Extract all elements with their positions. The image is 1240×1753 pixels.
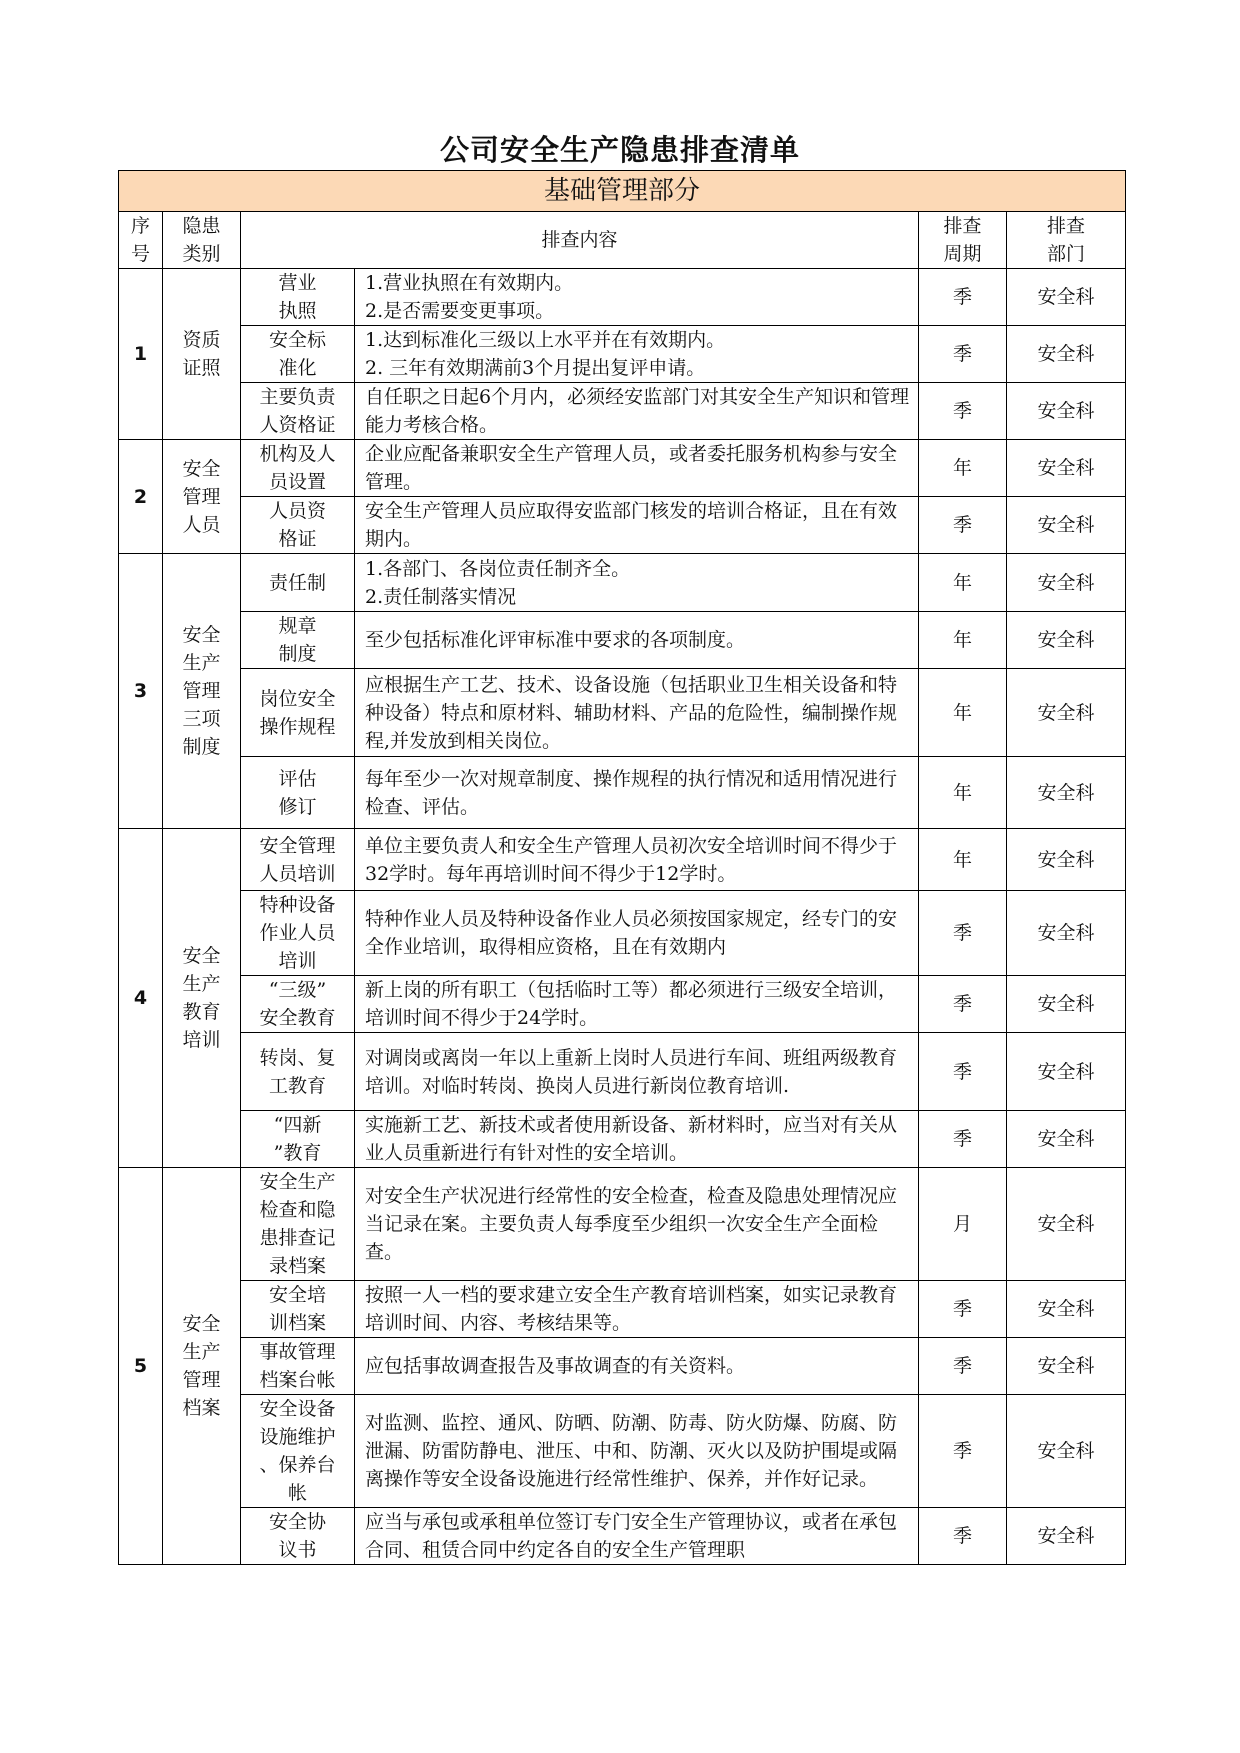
check-period: 季 <box>919 1281 1007 1338</box>
check-content: 企业应配备兼职安全生产管理人员，或者委托服务机构参与安全管理。 <box>355 440 919 497</box>
check-period: 年 <box>919 440 1007 497</box>
check-period: 季 <box>919 383 1007 440</box>
check-period: 季 <box>919 1395 1007 1508</box>
check-period: 月 <box>919 1168 1007 1281</box>
check-department: 安全科 <box>1007 1168 1126 1281</box>
check-department: 安全科 <box>1007 1338 1126 1395</box>
check-item: 安全标 准化 <box>241 326 355 383</box>
hazard-category: 安全 生产 教育 培训 <box>163 829 241 1168</box>
check-period: 季 <box>919 497 1007 554</box>
table-row <box>119 1338 1126 1395</box>
check-item: 营业 执照 <box>241 269 355 326</box>
check-period: 季 <box>919 1338 1007 1395</box>
check-item: 安全培 训档案 <box>241 1281 355 1338</box>
check-item: 特种设备 作业人员 培训 <box>241 891 355 976</box>
check-item: 责任制 <box>241 554 355 612</box>
check-department: 安全科 <box>1007 976 1126 1033</box>
table-row <box>119 1033 1126 1111</box>
check-department: 安全科 <box>1007 1395 1126 1508</box>
check-department: 安全科 <box>1007 1033 1126 1111</box>
check-department: 安全科 <box>1007 440 1126 497</box>
check-content: 单位主要负责人和安全生产管理人员初次安全培训时间不得少于32学时。每年再培训时间不得少于12学时。 <box>355 829 919 891</box>
hazard-category: 资质 证照 <box>163 269 241 440</box>
check-content: 实施新工艺、新技术或者使用新设备、新材料时，应当对有关从业人员重新进行有针对性的安全培训。 <box>355 1111 919 1168</box>
check-period: 年 <box>919 669 1007 757</box>
table-row <box>119 1281 1126 1338</box>
check-department: 安全科 <box>1007 612 1126 669</box>
page-title: 公司安全生产隐患排查清单 <box>439 133 800 167</box>
check-item: 安全协 议书 <box>241 1508 355 1565</box>
check-item: 评估 修订 <box>241 757 355 829</box>
hazard-category: 安全 生产 管理 档案 <box>163 1168 241 1565</box>
header-dept: 排查 部门 <box>1007 212 1126 269</box>
check-department: 安全科 <box>1007 829 1126 891</box>
header-period: 排查 周期 <box>919 212 1007 269</box>
check-item: 安全生产 检查和隐 患排查记 录档案 <box>241 1168 355 1281</box>
check-department: 安全科 <box>1007 269 1126 326</box>
check-period: 季 <box>919 976 1007 1033</box>
check-item: 事故管理 档案台帐 <box>241 1338 355 1395</box>
hazard-category: 安全 生产 管理 三项 制度 <box>163 554 241 829</box>
check-department: 安全科 <box>1007 497 1126 554</box>
table-row <box>119 497 1126 554</box>
check-item: 岗位安全 操作规程 <box>241 669 355 757</box>
check-department: 安全科 <box>1007 1508 1126 1565</box>
check-content: 应根据生产工艺、技术、设备设施（包括职业卫生相关设备和特种设备）特点和原材料、辅助材料、产品的危险性，编制操作规程,并发放到相关岗位。 <box>355 669 919 757</box>
check-item: 规章 制度 <box>241 612 355 669</box>
check-department: 安全科 <box>1007 383 1126 440</box>
table-row <box>119 669 1126 757</box>
check-content: 每年至少一次对规章制度、操作规程的执行情况和适用情况进行检查、评估。 <box>355 757 919 829</box>
check-item: 人员资 格证 <box>241 497 355 554</box>
check-period: 年 <box>919 612 1007 669</box>
row-number: 4 <box>119 829 163 1168</box>
check-period: 年 <box>919 554 1007 612</box>
check-content: 按照一人一档的要求建立安全生产教育培训档案，如实记录教育培训时间、内容、考核结果等。 <box>355 1281 919 1338</box>
check-period: 季 <box>919 891 1007 976</box>
check-content: 应包括事故调查报告及事故调查的有关资料。 <box>355 1338 919 1395</box>
check-content: 1.各部门、各岗位责任制齐全。 2.责任制落实情况 <box>355 554 919 612</box>
row-number: 1 <box>119 269 163 440</box>
check-content: 新上岗的所有职工（包括临时工等）都必须进行三级安全培训，培训时间不得少于24学时。 <box>355 976 919 1033</box>
section-row <box>119 171 1126 212</box>
table-row <box>119 1508 1126 1565</box>
check-period: 季 <box>919 1111 1007 1168</box>
header-category: 隐患 类别 <box>163 212 241 269</box>
row-number: 5 <box>119 1168 163 1565</box>
table-row <box>119 1395 1126 1508</box>
check-department: 安全科 <box>1007 326 1126 383</box>
table-row <box>119 326 1126 383</box>
table-row <box>119 554 1126 612</box>
table-row <box>119 829 1126 891</box>
check-content: 1.达到标准化三级以上水平并在有效期内。 2. 三年有效期满前3个月提出复评申请。 <box>355 326 919 383</box>
table-row <box>119 1111 1126 1168</box>
check-department: 安全科 <box>1007 891 1126 976</box>
check-department: 安全科 <box>1007 554 1126 612</box>
check-item: 机构及人 员设置 <box>241 440 355 497</box>
header-row <box>119 212 1126 269</box>
check-item: 安全管理 人员培训 <box>241 829 355 891</box>
check-department: 安全科 <box>1007 1281 1126 1338</box>
table-row <box>119 891 1126 976</box>
check-period: 季 <box>919 269 1007 326</box>
table-row <box>119 1168 1126 1281</box>
check-content: 至少包括标准化评审标准中要求的各项制度。 <box>355 612 919 669</box>
check-department: 安全科 <box>1007 757 1126 829</box>
check-content: 对安全生产状况进行经常性的安全检查，检查及隐患处理情况应当记录在案。主要负责人每季度至少组织一次安全生产全面检查。 <box>355 1168 919 1281</box>
row-number: 2 <box>119 440 163 554</box>
check-content: 自任职之日起6个月内，必须经安监部门对其安全生产知识和管理能力考核合格。 <box>355 383 919 440</box>
check-period: 年 <box>919 757 1007 829</box>
check-period: 年 <box>919 829 1007 891</box>
check-content: 特种作业人员及特种设备作业人员必须按国家规定，经专门的安全作业培训，取得相应资格，且在有效期内 <box>355 891 919 976</box>
check-period: 季 <box>919 326 1007 383</box>
check-item: 转岗、复 工教育 <box>241 1033 355 1111</box>
table-row <box>119 383 1126 440</box>
check-period: 季 <box>919 1508 1007 1565</box>
hazard-checklist-table <box>118 170 1126 1565</box>
table-row <box>119 440 1126 497</box>
table-row <box>119 757 1126 829</box>
section-title: 基础管理部分 <box>119 171 1126 212</box>
check-item: “四新 ”教育 <box>241 1111 355 1168</box>
header-no: 序 号 <box>119 212 163 269</box>
check-item: 主要负责 人资格证 <box>241 383 355 440</box>
check-department: 安全科 <box>1007 1111 1126 1168</box>
hazard-category: 安全 管理 人员 <box>163 440 241 554</box>
check-period: 季 <box>919 1033 1007 1111</box>
table-row <box>119 612 1126 669</box>
header-content: 排查内容 <box>241 212 919 269</box>
check-content: 对调岗或离岗一年以上重新上岗时人员进行车间、班组两级教育培训。对临时转岗、换岗人员进行新岗位教育培训. <box>355 1033 919 1111</box>
check-content: 应当与承包或承租单位签订专门安全生产管理协议，或者在承包合同、租赁合同中约定各自的安全生产管理职 <box>355 1508 919 1565</box>
table-row <box>119 269 1126 326</box>
check-content: 1.营业执照在有效期内。 2.是否需要变更事项。 <box>355 269 919 326</box>
check-content: 安全生产管理人员应取得安监部门核发的培训合格证，且在有效期内。 <box>355 497 919 554</box>
check-department: 安全科 <box>1007 669 1126 757</box>
check-item: “三级” 安全教育 <box>241 976 355 1033</box>
row-number: 3 <box>119 554 163 829</box>
check-item: 安全设备 设施维护 、保养台 帐 <box>241 1395 355 1508</box>
check-content: 对监测、监控、通风、防晒、防潮、防毒、防火防爆、防腐、防泄漏、防雷防静电、泄压、中和、防潮、灭火以及防护围堤或隔离操作等安全设备设施进行经常性维护、保养，并作好记录。 <box>355 1395 919 1508</box>
table-row <box>119 976 1126 1033</box>
